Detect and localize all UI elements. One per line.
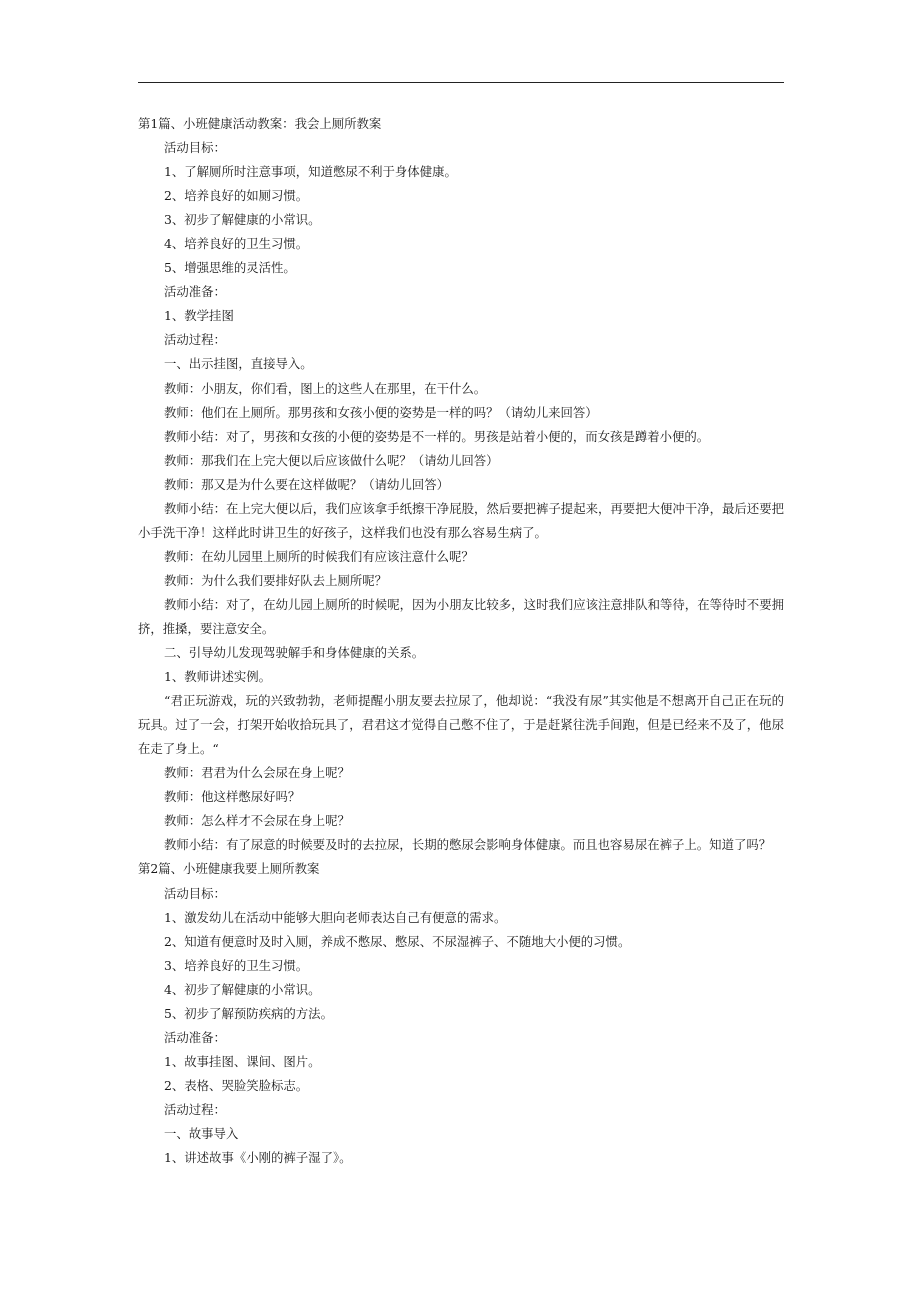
section1-goal-item: 2、培养良好的如厕习惯。	[164, 188, 309, 204]
section1-process-line: 教师：那又是为什么要在这样做呢？（请幼儿回答）	[164, 476, 449, 492]
section2-prep-label: 活动准备：	[164, 1029, 226, 1045]
header-rule	[138, 82, 784, 83]
section1-summary-paragraph: 教师小结：对了，在幼儿园上厕所的时候呢，因为小朋友比较多，这时我们应该注意排队和等待，在等待时不要拥挤，推搡，要注意安全。	[138, 596, 784, 636]
section2-goal-item: 3、培养良好的卫生习惯。	[164, 957, 309, 973]
section1-process-line: 教师：那我们在上完大便以后应该做什么呢？（请幼儿回答）	[164, 452, 499, 468]
section2-process-label: 活动过程：	[164, 1101, 226, 1117]
section1-prep-label: 活动准备：	[164, 284, 226, 300]
section2-goal-item: 4、初步了解健康的小常识。	[164, 981, 321, 997]
section1-question-line: 教师小结：有了尿意的时候要及时的去拉尿，长期的憋尿会影响身体健康。而且也容易尿在裤子上。知道了吗？	[164, 837, 772, 853]
section2-goals-label: 活动目标：	[164, 885, 226, 901]
section2-title: 第2篇、小班健康我要上厕所教案	[138, 861, 320, 877]
section2-goal-item: 1、激发幼儿在活动中能够大胆向老师表达自己有便意的需求。	[164, 909, 507, 925]
section1-process-line: 一、出示挂图，直接导入。	[164, 356, 313, 372]
section1-part2-line: 二、引导幼儿发现驾驶解手和身体健康的关系。	[164, 645, 425, 661]
section1-goal-item: 5、增强思维的灵活性。	[164, 260, 296, 276]
section1-question-line: 教师：君君为什么会尿在身上呢？	[164, 765, 350, 781]
section1-process-line: 教师小结：对了，男孩和女孩的小便的姿势是不一样的。男孩是站着小便的，而女孩是蹲着小便的。	[164, 428, 710, 444]
section1-goals-label: 活动目标：	[164, 140, 226, 156]
section1-story-paragraph: “君正玩游戏，玩的兴致勃勃，老师提醒小朋友要去拉尿了，他却说：“我没有尿”其实他是不想离开自己正在玩的玩具。过了一会，打架开始收拾玩具了，君君这才觉得自己憋不住了，于是赶紧往洗手间跑，但是已经来不及了，他尿在走了身上。“	[138, 693, 784, 757]
section1-process-line: 教师：为什么我们要排好队去上厕所呢？	[164, 572, 388, 588]
section1-goal-item: 3、初步了解健康的小常识。	[164, 212, 321, 228]
section2-process-line: 一、故事导入	[164, 1125, 239, 1141]
section1-question-line: 教师：他这样憋尿好吗？	[164, 789, 301, 805]
section1-part2-line: 1、教师讲述实例。	[164, 669, 272, 685]
document-body	[138, 112, 784, 1170]
section2-prep-item: 1、故事挂图、课间、图片。	[164, 1053, 321, 1069]
section1-process-line: 教师：他们在上厕所。那男孩和女孩小便的姿势是一样的吗？（请幼儿来回答）	[164, 404, 598, 420]
section1-question-line: 教师：怎么样才不会尿在身上呢？	[164, 813, 350, 829]
section1-goal-item: 1、了解厕所时注意事项，知道憋尿不利于身体健康。	[164, 164, 457, 180]
section2-process-line: 1、讲述故事《小刚的裤子湿了》。	[164, 1150, 352, 1166]
section1-summary-paragraph: 教师小结：在上完大便以后，我们应该拿手纸擦干净屁股，然后要把裤子提起来，再要把大便冲干净，最后还要把小手洗干净！这样此时讲卫生的好孩子，这样我们也没有那么容易生病了。	[138, 500, 784, 540]
section1-prep-item: 1、教学挂图	[164, 308, 234, 324]
section1-process-line: 教师：在幼儿园里上厕所的时候我们有应该注意什么呢？	[164, 548, 474, 564]
section2-goal-item: 5、初步了解预防疾病的方法。	[164, 1005, 333, 1021]
section1-process-label: 活动过程：	[164, 332, 226, 348]
section2-goal-item: 2、知道有便意时及时入厕，养成不憋尿、憋尿、不尿湿裤子、不随地大小便的习惯。	[164, 933, 631, 949]
section2-prep-item: 2、表格、哭脸笑脸标志。	[164, 1077, 309, 1093]
section1-process-line: 教师：小朋友，你们看，图上的这些人在那里，在干什么。	[164, 380, 487, 396]
section1-goal-item: 4、培养良好的卫生习惯。	[164, 236, 309, 252]
section1-title: 第1篇、小班健康活动教案：我会上厕所教案	[138, 116, 382, 131]
